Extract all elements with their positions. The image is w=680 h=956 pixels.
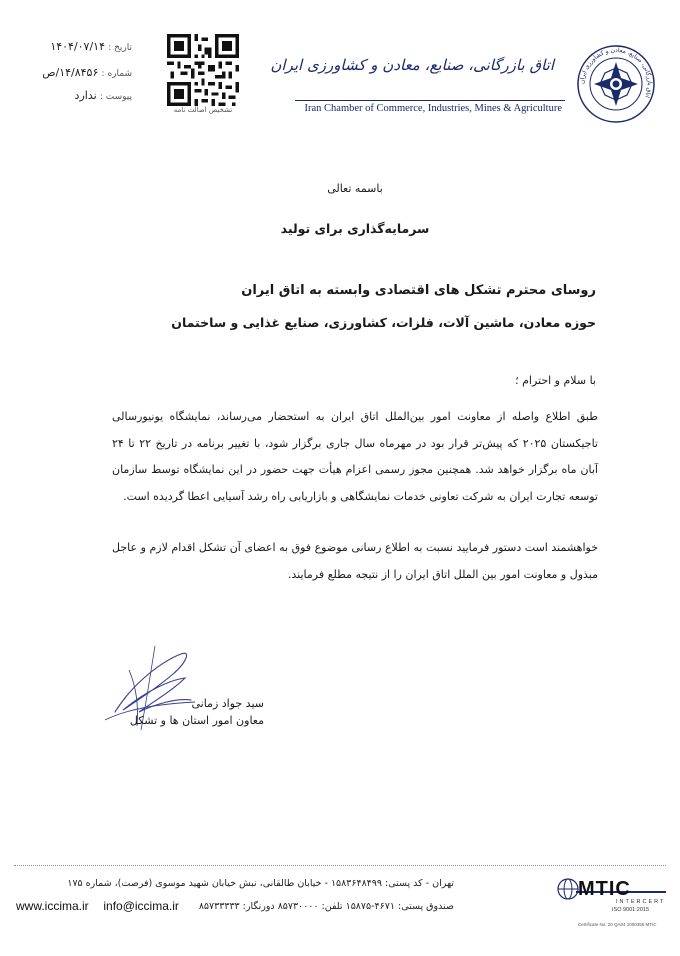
date-label: تاریخ : bbox=[108, 43, 132, 53]
cert-sub: INTERCERT bbox=[616, 899, 666, 905]
subject-line: سرمایه‌گذاری برای تولید bbox=[280, 221, 430, 236]
greeting: با سلام و احترام ؛ bbox=[515, 374, 596, 387]
number-field bbox=[42, 66, 132, 79]
number-value: ۱۴/۸۴۵۶/ص bbox=[42, 66, 99, 79]
footer-divider bbox=[14, 865, 666, 866]
attachment-value: ندارد bbox=[74, 89, 97, 102]
cert-number: Certificate No: 20 QA04 1000355 MTIC bbox=[578, 922, 657, 927]
header-divider bbox=[295, 100, 565, 101]
email-link[interactable]: info@iccima.ir bbox=[103, 899, 179, 913]
org-name-fa: اتاق بازرگانی، صنایع، معادن و کشاورزی ایران bbox=[270, 56, 554, 74]
cert-iso: ISO 9001:2015 bbox=[612, 907, 650, 913]
body-paragraph-1: طبق اطلاع واصله از معاونت امور بین‌الملل اتاق ایران به استحضار می‌رساند، نمایشگاه یونیورسالی تاجیکستان ۲۰۲۵ که پیش‌تر قرار بود در مهرماه سال جاری برگزار شود، با تغییر برنامه در تاریخ ۲۲ تا ۲۴ آبان ماه برگزار خواهد شد. همچنین مجوز رسمی اعزام هیأت جهت حضور در این نمایشگاه توسط سازمان توسعه تجارت ایران به شرکت تعاونی خدمات نمایشگاهی و بازاریابی راه رشد آسیایی اعطا گردیده است. bbox=[112, 410, 598, 503]
addressee-line-2: حوزه معادن، ماشین آلات، فلزات، کشاورزی، صنایع غذایی و ساختمان bbox=[171, 315, 596, 330]
date-field bbox=[50, 40, 132, 53]
qr-caption: تشخیص اصالت نامه bbox=[173, 106, 233, 114]
date-value: ۱۴۰۴/۰۷/۱۴ bbox=[50, 40, 105, 53]
attachment-field bbox=[75, 89, 132, 102]
signer-name: سید جواد زمانی bbox=[191, 697, 264, 710]
footer-links bbox=[16, 899, 179, 913]
attachment-label: پیوست : bbox=[99, 92, 132, 102]
org-name-en: Iran Chamber of Commerce, Industries, Mines & Agriculture bbox=[304, 103, 562, 114]
addressee-line-1: روسای محترم تشکل های اقتصادی وابسته به اتاق ایران bbox=[241, 283, 596, 298]
logo-ring-text: اتاق بازرگانی، صنایع، معادن و کشاورزی ایران bbox=[578, 46, 654, 99]
footer-contact: صندوق پستی: ۴۶۷۱-۱۵۸۷۵ تلفن: ۸۵۷۳۰۰۰۰ دورنگار: ۸۵۷۳۳۳۳۳ bbox=[198, 901, 454, 912]
footer-address: تهران - کد پستی: ۱۵۸۳۶۴۸۴۹۹ - خیابان طالقانی، نبش خیابان شهید موسوی (فرصت)، شماره ۱۷۵ bbox=[67, 878, 454, 889]
invocation: باسمه تعالی bbox=[327, 182, 383, 195]
website-link[interactable]: www.iccima.ir bbox=[16, 899, 89, 913]
chamber-logo-icon bbox=[576, 44, 656, 124]
signer-title: معاون امور استان ها و تشکل bbox=[129, 714, 264, 727]
body-paragraph-2: خواهشمند است دستور فرمایید نسبت به اطلاع رسانی موضوع فوق به اعضای آن تشکل اقدام لازم و عاجل مبذول و معاونت امور بین الملل اتاق ایران را از نتیجه مطلع فرمایند. bbox=[112, 541, 598, 581]
number-label: شماره : bbox=[101, 69, 132, 79]
qr-code bbox=[167, 34, 239, 106]
cert-brand: MTIC bbox=[578, 878, 631, 900]
